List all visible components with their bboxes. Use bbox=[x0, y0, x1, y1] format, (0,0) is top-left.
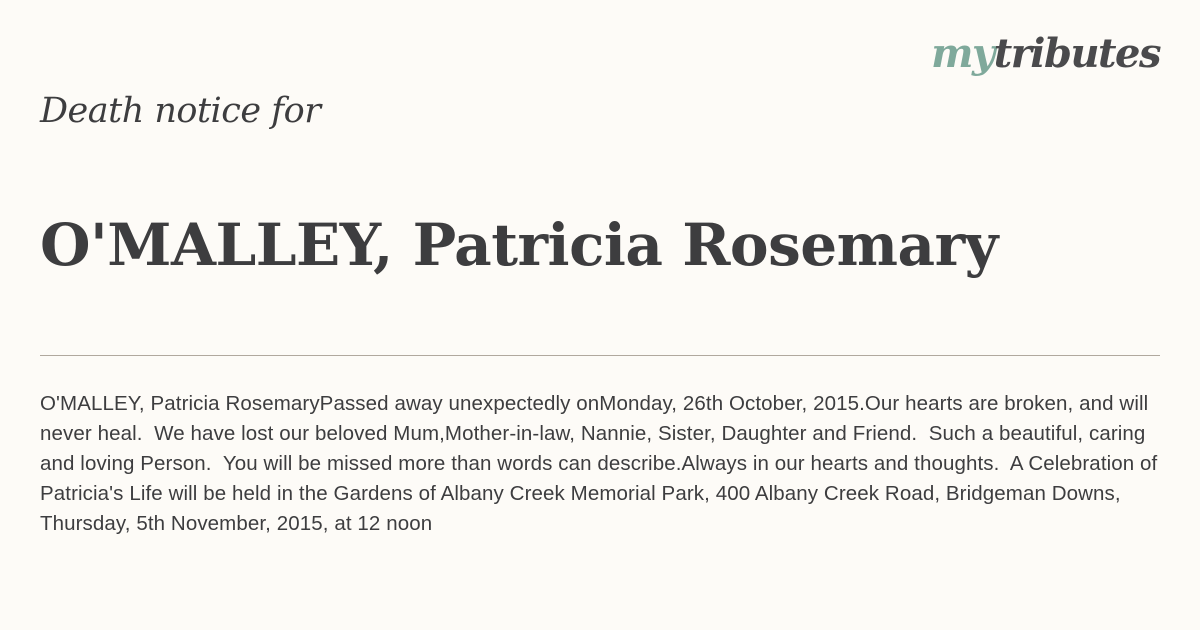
divider bbox=[40, 355, 1160, 356]
notice-subtitle: Death notice for bbox=[40, 91, 321, 131]
mytributes-logo[interactable] bbox=[931, 30, 1160, 77]
notice-body: O'MALLEY, Patricia RosemaryPassed away unexpectedly onMonday, 26th October, 2015.Our hearts are broken, and will never heal. We have lost our beloved Mum,Mother-in-law, Nannie, Sister, Daughter and Friend. Such a beautiful, caring and loving Person. You will be missed more than words can describe.Always in our hearts and thoughts. A Celebration of Patricia's Life will be held in the Gardens of Albany Creek Memorial Park, 400 Albany Creek Road, Bridgeman Downs, Thursday, 5th November, 2015, at 12 noon bbox=[40, 392, 1164, 535]
logo-tributes: tributes bbox=[993, 30, 1160, 77]
deceased-name: O'MALLEY, Patricia Rosemary bbox=[40, 211, 998, 279]
logo-my: my bbox=[931, 30, 994, 77]
